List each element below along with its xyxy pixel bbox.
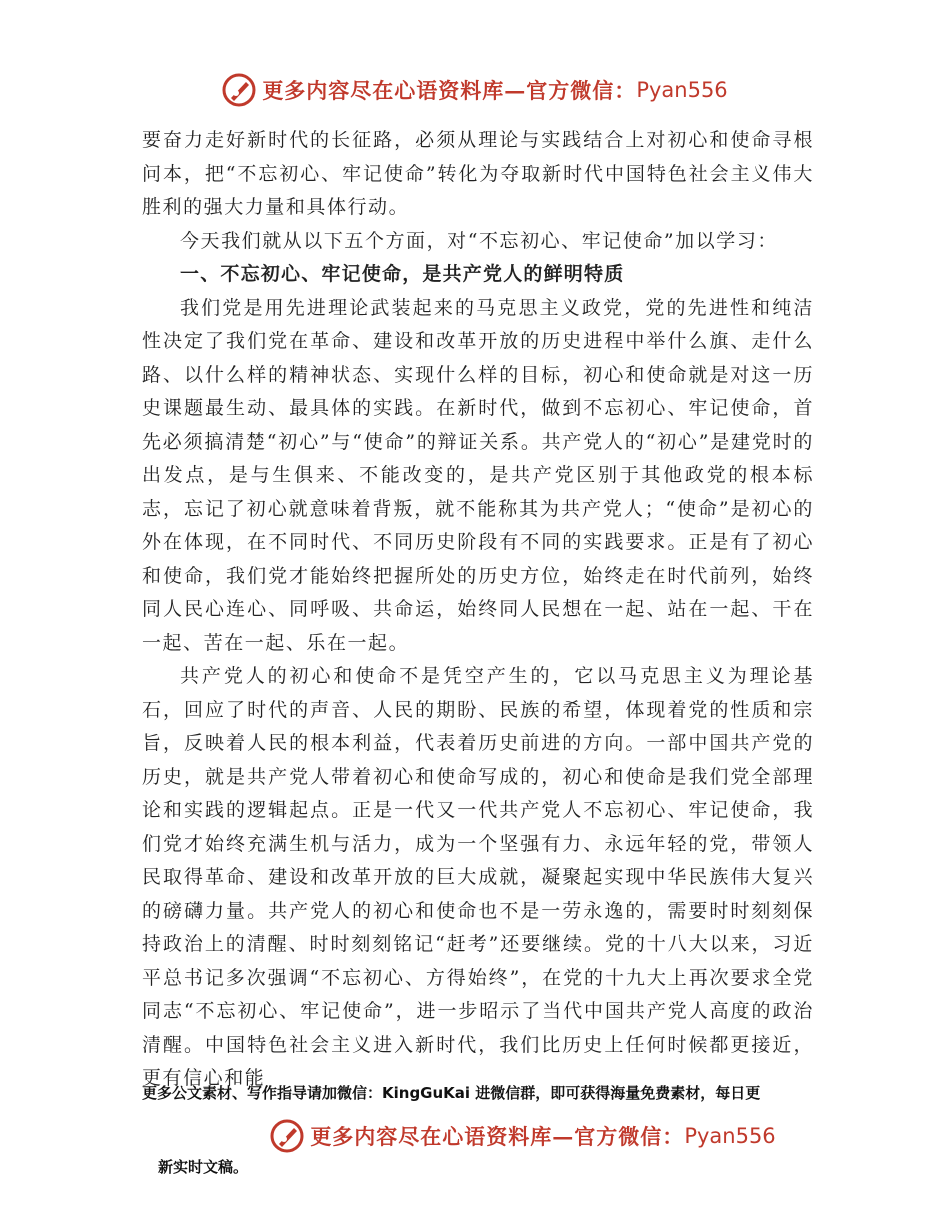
paragraph-4: 共产党人的初心和使命不是凭空产生的，它以马克思主义为理论基石，回应了时代的声音、人民的期盼、民族的希望，体现着党的性质和宗旨，反映着人民的根本利益，代表着历史前进的方向。一部中国共产党的历史，就是共产党人带着初心和使命写成的，初心和使命是我们党全部理论和实践的逻辑起点。正是一代又一代共产党人不忘初心、牢记使命，我们党才始终充满生机与活力，成为一个坚强有力、永远年轻的党，带领人民取得革命、建设和改革开放的巨大成就，凝聚起实现中华民族伟大复兴的磅礴力量。共产党人的初心和使命也不是一劳永逸的，需要时时刻刻保持政治上的清醒、时时刻刻铭记“赶考”还要继续。党的十八大以来，习近平总书记多次强调“不忘初心、方得始终”，在党的十九大上再次要求全党同志“不忘初心、牢记使命”，进一步昭示了当代中国共产党人高度的政治清醒。中国特色社会主义进入新时代，我们比历史上任何时候都更接近，更有信心和能 [142,665,814,1089]
watermark-text: 更多内容尽在心语资料库—官方微信： [262,78,637,103]
watermark-top [0,70,950,110]
watermark-wechat-id: Pyan556 [636,78,728,102]
footer-note: 更多公文素材、写作指导请加微信：KingGuKai 进微信群，即可获得海量免费素材，每日更 [142,1084,761,1102]
paragraph-2: 今天我们就从以下五个方面，对“不忘初心、牢记使命”加以学习： [180,229,778,252]
watermark-text-bottom: 更多内容尽在心语资料库—官方微信： [310,1124,685,1149]
footer-note-continued: 新实时文稿。 [158,1158,249,1176]
watermark-bottom [48,1116,950,1156]
watermark-wechat-id-bottom: Pyan556 [684,1124,776,1148]
paragraph-3: 我们党是用先进理论武装起来的马克思主义政党，党的先进性和纯洁性决定了我们党在革命、建设和改革开放的历史进程中举什么旗、走什么路、以什么样的精神状态、实现什么样的目标，初心和使命就是对这一历史课题最生动、最具体的实践。在新时代，做到不忘初心、牢记使命，首先必须搞清楚“初心”与“使命”的辩证关系。共产党人的“初心”是建党时的出发点，是与生俱来、不能改变的，是共产党区别于其他政党的根本标志，忘记了初心就意味着背叛，就不能称其为共产党人；“使命”是初心的外在体现，在不同时代、不同历史阶段有不同的实践要求。正是有了初心和使命，我们党才能始终把握所处的历史方位，始终走在时代前列，始终同人民心连心、同呼吸、共命运，始终同人民想在一起、站在一起、干在一起、苦在一起、乐在一起。 [142,296,814,654]
pen-logo-icon [222,73,256,107]
document-body [142,124,814,1096]
section-heading-1: 一、不忘初心、牢记使命，是共产党人的鲜明特质 [180,263,625,285]
pen-logo-icon [270,1119,304,1153]
paragraph-1: 要奋力走好新时代的长征路，必须从理论与实践结合上对初心和使命寻根问本，把“不忘初心、牢记使命”转化为夺取新时代中国特色社会主义伟大胜利的强大力量和具体行动。 [142,129,814,218]
